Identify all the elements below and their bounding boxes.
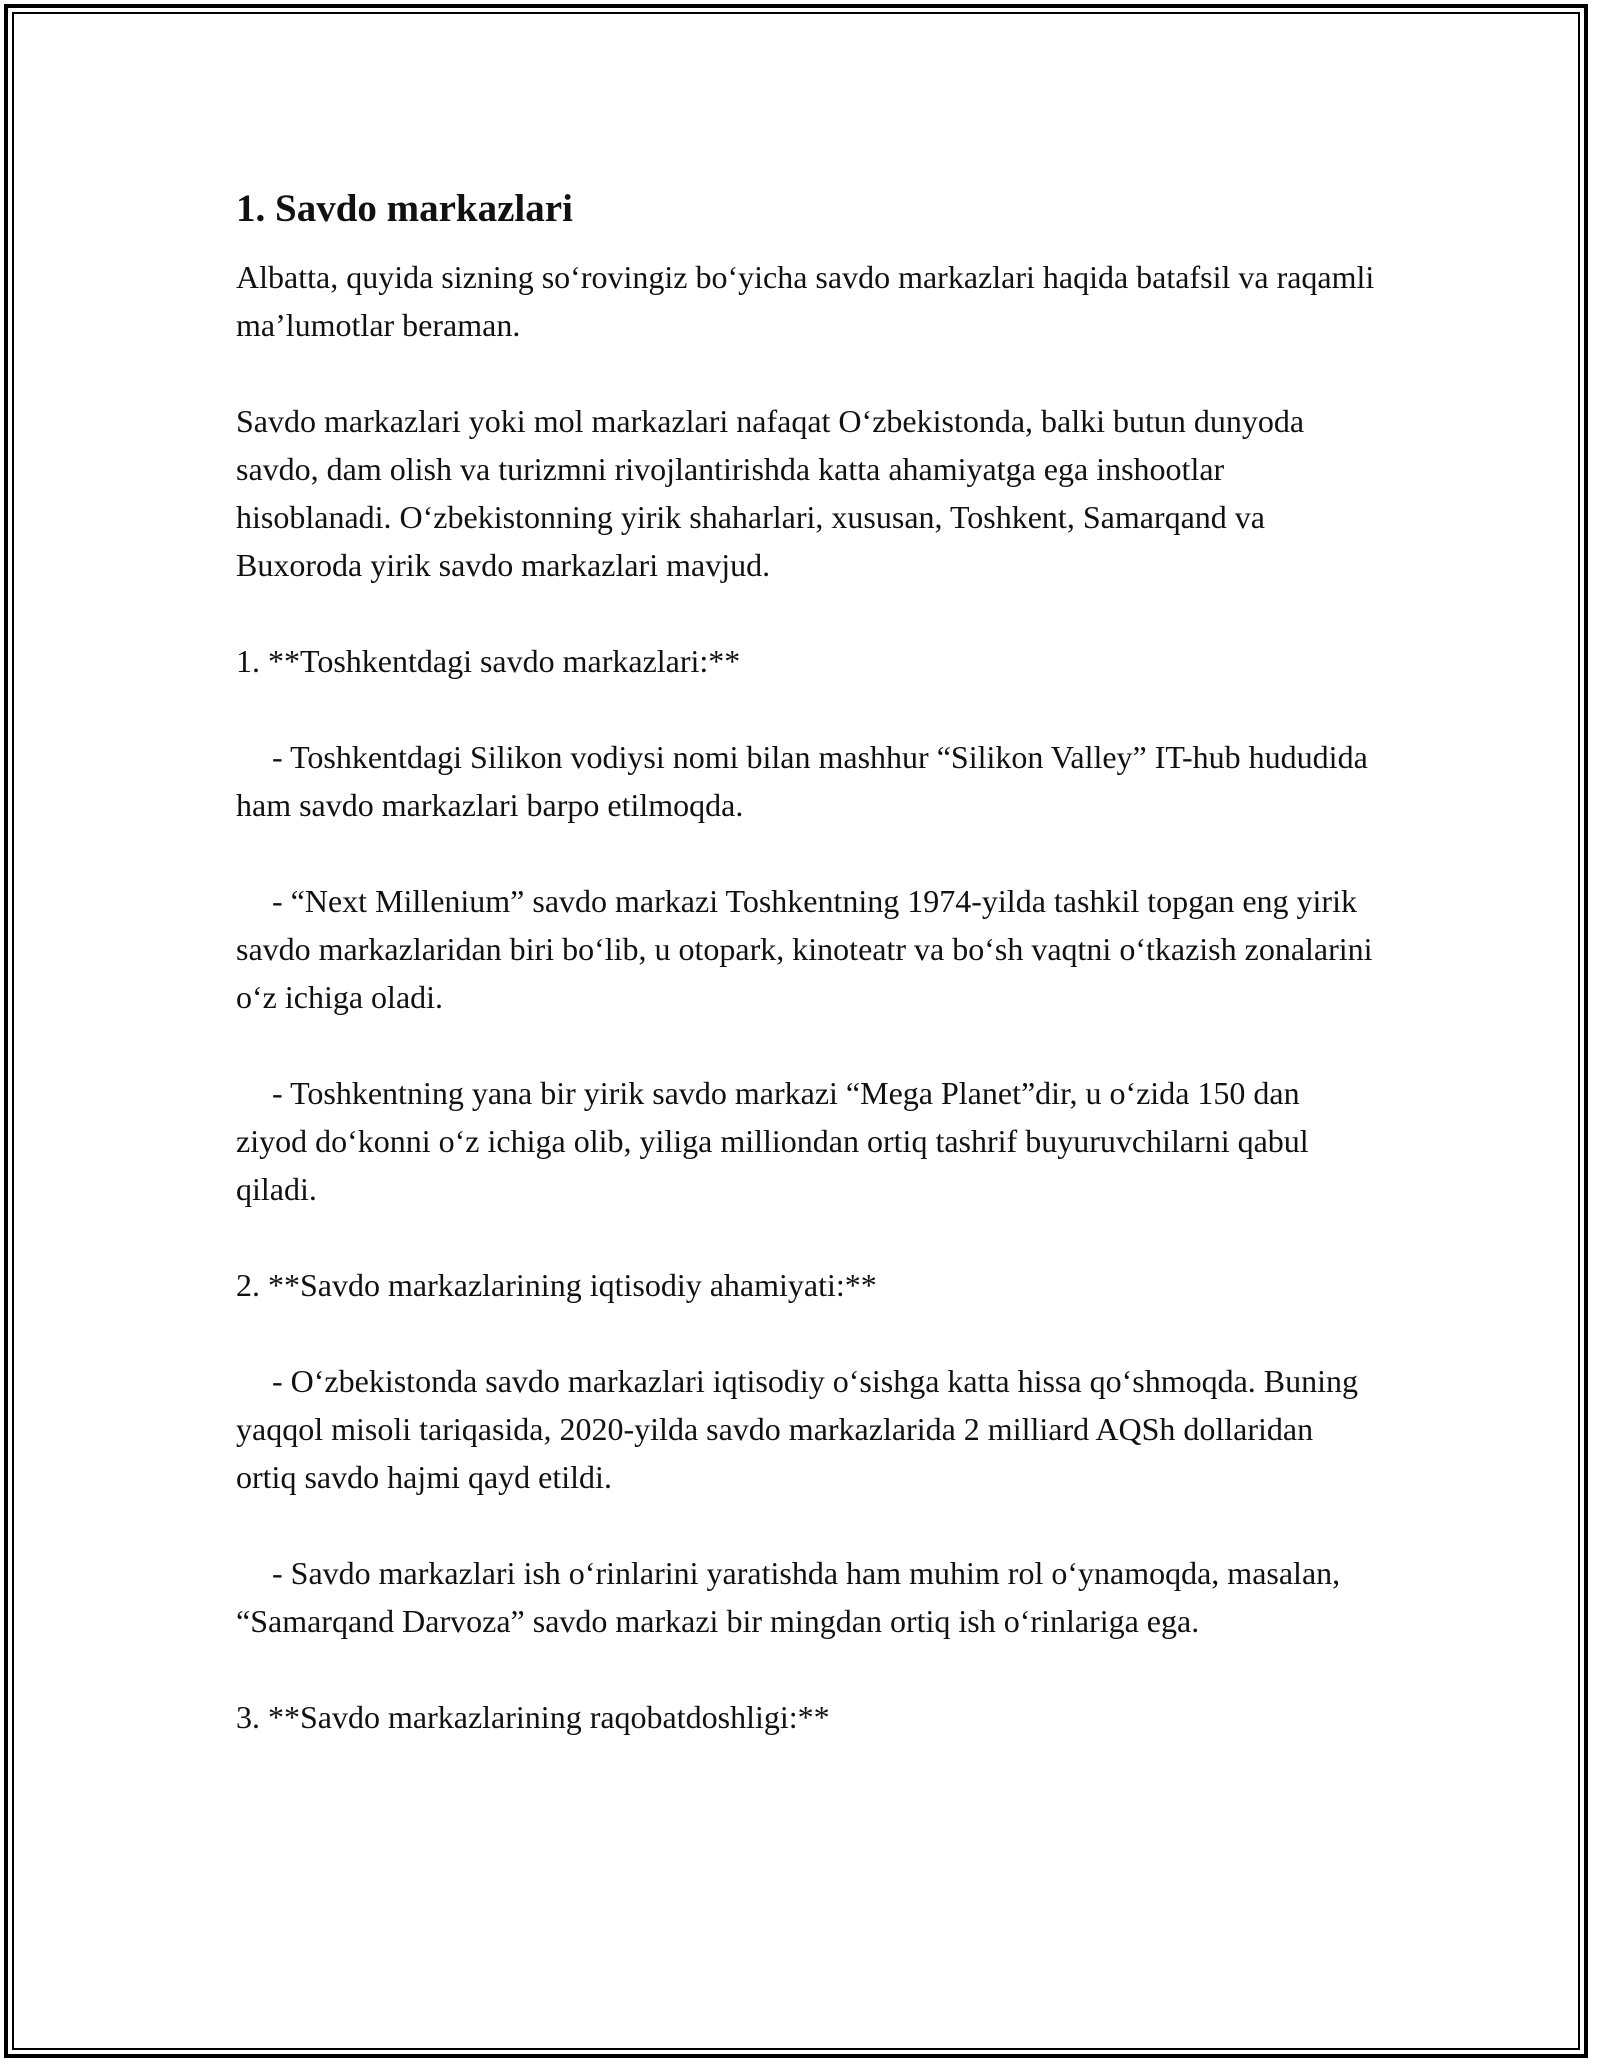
list-item-next-millenium: - “Next Millenium” savdo markazi Toshkentning 1974-yilda tashkil topgan eng yirik savdo markazlaridan biri bo‘lib, u otopark, kinoteatr va bo‘sh vaqtni o‘tkazish zonalarini o‘z ichiga oladi. xyxy=(236,882,1373,1015)
list-item-economic-growth: - O‘zbekistonda savdo markazlari iqtisodiy o‘sishga katta hissa qo‘shmoqda. Buning yaqqol misoli tariqasida, 2020-yilda savdo markazlarida 2 milliard AQSh dollaridan ortiq savdo hajmi qayd etildi. xyxy=(236,1362,1359,1495)
section-heading: 1. Savdo markazlari xyxy=(236,187,573,230)
list-item-mega-planet: - Toshkentning yana bir yirik savdo markazi “Mega Planet”dir, u o‘zida 150 dan ziyod do‘konni o‘z ichiga olib, yiliga milliondan ortiq tashrif buyuruvchilarni qabul qiladi. xyxy=(236,1074,1309,1207)
overview-paragraph: Savdo markazlari yoki mol markazlari nafaqat O‘zbekistonda, balki butun dunyoda savdo, dam olish va turizmni rivojlantirishda katta ahamiyatga ega inshootlar hisoblanadi. O‘zbekistonning yirik shaharlari, xususan, Toshkent, Samarqand va Buxoroda yirik savdo markazlari mavjud. xyxy=(236,402,1305,583)
list-heading-economic: 2. **Savdo markazlarining iqtisodiy ahamiyati:** xyxy=(236,1266,877,1303)
list-heading-competitiveness: 3. **Savdo markazlarining raqobatdoshligi:** xyxy=(236,1698,830,1735)
intro-paragraph: Albatta, quyida sizning so‘rovingiz bo‘yicha savdo markazlari haqida batafsil va raqamli ma’lumotlar beraman. xyxy=(236,258,1375,343)
list-heading-tashkent: 1. **Toshkentdagi savdo markazlari:** xyxy=(236,642,741,679)
document-body xyxy=(236,186,1376,1789)
list-item-silikon-valley: - Toshkentdagi Silikon vodiysi nomi bilan mashhur “Silikon Valley” IT-hub hududida ham savdo markazlari barpo etilmoqda. xyxy=(236,738,1368,823)
list-item-jobs: - Savdo markazlari ish o‘rinlarini yaratishda ham muhim rol o‘ynamoqda, masalan, “Samarqand Darvoza” savdo markazi bir mingdan ortiq ish o‘rinlariga ega. xyxy=(236,1554,1341,1639)
